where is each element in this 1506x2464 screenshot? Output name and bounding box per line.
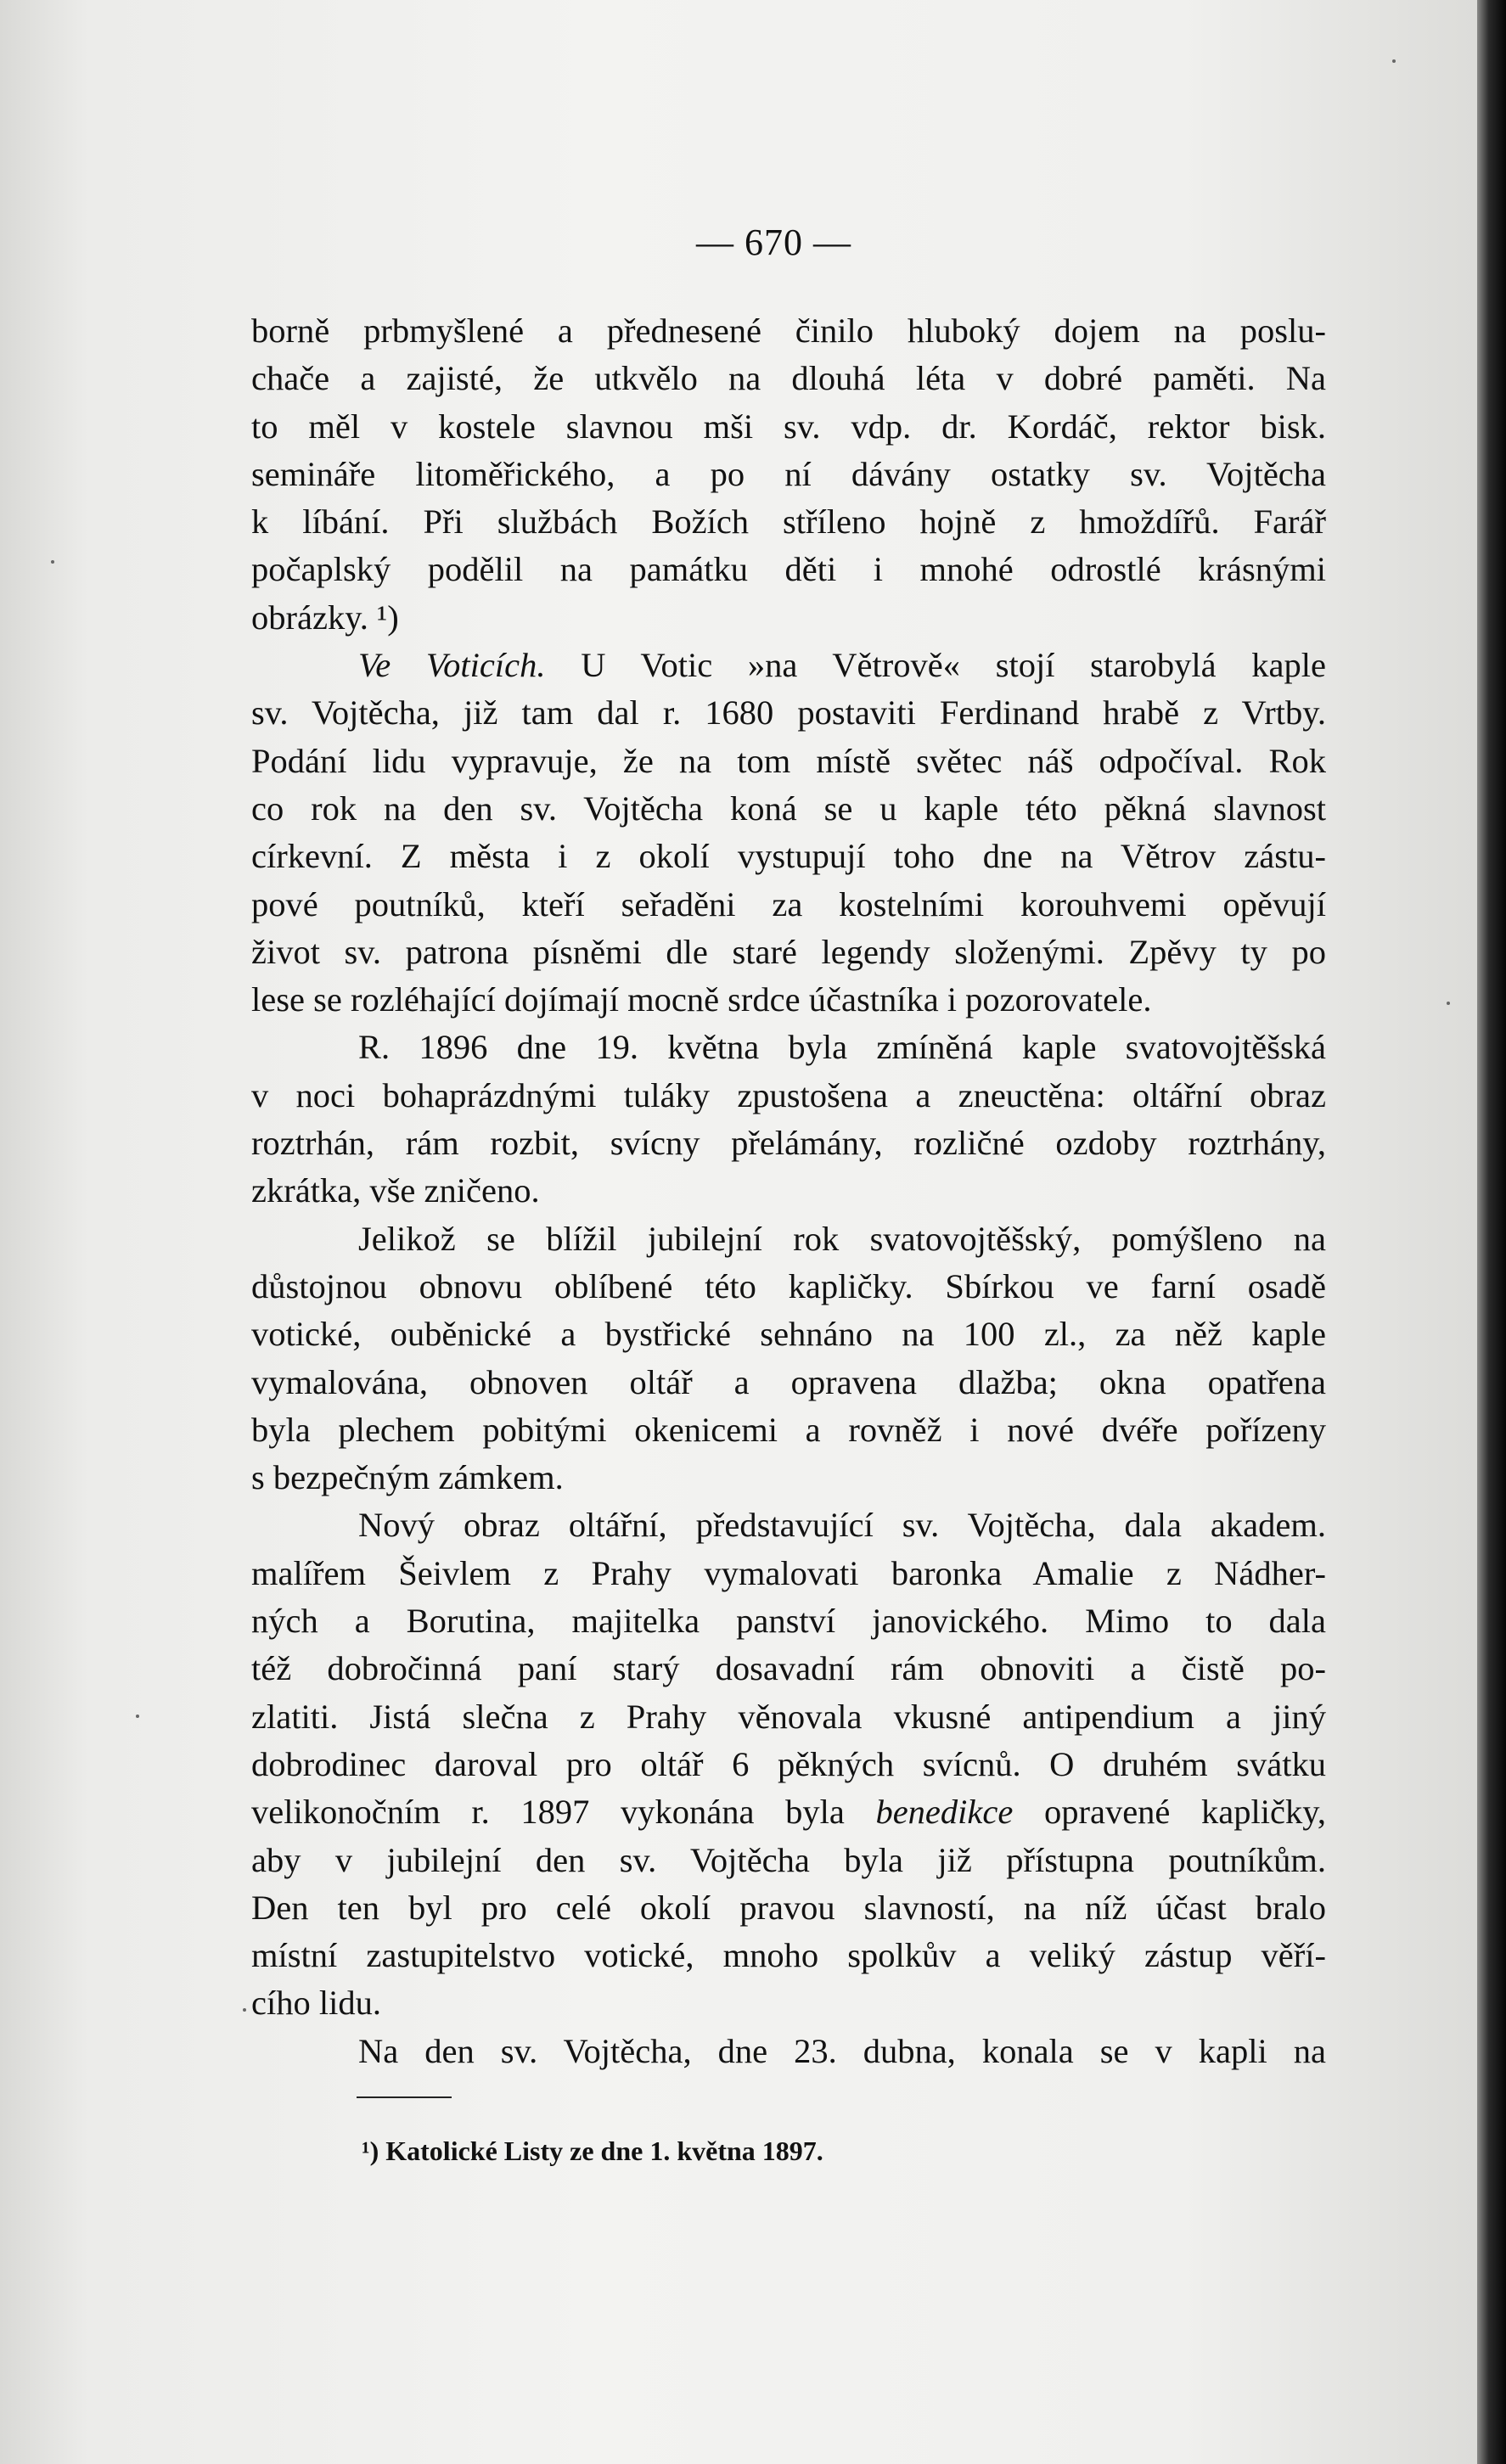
text-line: votické, ouběnické a bystřické sehnáno na 100 zl., za něž kaple [251,1315,1326,1354]
page-number: — 670 — [696,222,851,263]
text-line: Ve Voticích. U Votic »na Větrově« stojí starobylá kaple [358,646,1327,685]
paper-speck [51,560,54,564]
text-line: byla plechem pobitými okenicemi a rovněž i nové dvéře pořízeny [251,1410,1326,1449]
text-line: Nový obraz oltářní, představující sv. Vojtěcha, dala akadem. [358,1506,1326,1545]
text-line: malířem Šeivlem z Prahy vymalovati baronka Amalie z Nádher- [251,1553,1326,1592]
paper-speck [1447,1002,1450,1005]
body-text [251,307,1326,2075]
text-line: počaplský podělil na památku děti i mnohé odrostlé krásnými [251,550,1326,589]
text-line: důstojnou obnovu oblíbené této kapličky. Sbírkou ve farní osadě [251,1266,1326,1305]
text-line: semináře litoměřického, a po ní dávány ostatky sv. Vojtěcha [251,454,1326,493]
text-line: aby v jubilejní den sv. Vojtěcha byla již přístupna poutníkům. [251,1840,1326,1879]
text-line: vymalována, obnoven oltář a opravena dlažba; okna opatřena [251,1362,1326,1401]
text-line: k líbání. Při službách Božích stříleno hojně z hmoždířů. Farář [251,502,1326,542]
text-line: zkrátka, vše zničeno. [251,1171,540,1210]
text-line: život sv. patrona písněmi dle staré legendy složenými. Zpěvy ty po [251,932,1326,971]
text-line: co rok na den sv. Vojtěcha koná se u kaple této pěkná slavnost [251,789,1326,828]
text-line: s bezpečným zámkem. [251,1458,564,1497]
footnote: ¹) Katolické Listy ze dne 1. května 1897. [362,2136,823,2166]
text-line: pové poutníků, kteří seřaděni za kostelními korouhvemi opěvují [251,884,1326,923]
text-line: Den ten byl pro celé okolí pravou slavností, na níž účast bralo [251,1888,1326,1927]
text-line: lese se rozléhající dojímají mocně srdce účastníka i pozorovatele. [251,980,1152,1019]
text-line: ných a Borutina, majitelka panství janovického. Mimo to dala [251,1602,1326,1641]
text-line: Na den sv. Vojtěcha, dne 23. dubna, konala se v kapli na [358,2031,1326,2070]
text-line: místní zastupitelstvo votické, mnoho spolkův a veliký zástup věří- [251,1936,1326,1975]
text-line: sv. Vojtěcha, již tam dal r. 1680 postaviti Ferdinand hrabě z Vrtby. [251,693,1326,732]
text-line: dobrodinec daroval pro oltář 6 pěkných svícnů. O druhém svátku [251,1744,1326,1783]
text-line: obrázky. ¹) [251,598,399,637]
text-line: borně prbmyšlené a přednesené činilo hluboký dojem na poslu- [251,312,1326,350]
text-line: též dobročinná paní starý dosavadní rám obnoviti a čistě po- [251,1649,1326,1688]
scan-edge-shadow [1477,0,1506,2464]
paper-speck [243,2008,246,2012]
text-line: Podání lidu vypravuje, že na tom místě světec náš odpočíval. Rok [251,741,1326,780]
text-line: církevní. Z města i z okolí vystupují toho dne na Větrov zástu- [251,837,1326,876]
text-line: chače a zajisté, že utkvělo na dlouhá léta v dobré paměti. Na [251,359,1326,398]
text-line: cího lidu. [251,1984,381,2023]
text-line: v noci bohaprázdnými tuláky zpustošena a zneuctěna: oltářní obraz [251,1075,1326,1114]
text-line: Jelikož se blížil jubilejní rok svatovojtěšský, pomýšleno na [358,1219,1326,1258]
paper-speck [1392,59,1396,63]
paper-speck [136,1715,139,1718]
text-line: velikonočním r. 1897 vykonána byla benedikce opravené kapličky, [251,1793,1326,1832]
text-line: zlatiti. Jistá slečna z Prahy věnovala vkusné antipendium a jiný [251,1697,1326,1736]
text-line: to měl v kostele slavnou mši sv. vdp. dr. Kordáč, rektor bisk. [251,407,1326,446]
text-line: R. 1896 dne 19. května byla zmíněná kaple svatovojtěšská [358,1028,1326,1067]
text-line: roztrhán, rám rozbit, svícny přelámány, rozličné ozdoby roztrhány, [251,1124,1326,1163]
footnote-divider [357,2096,452,2098]
